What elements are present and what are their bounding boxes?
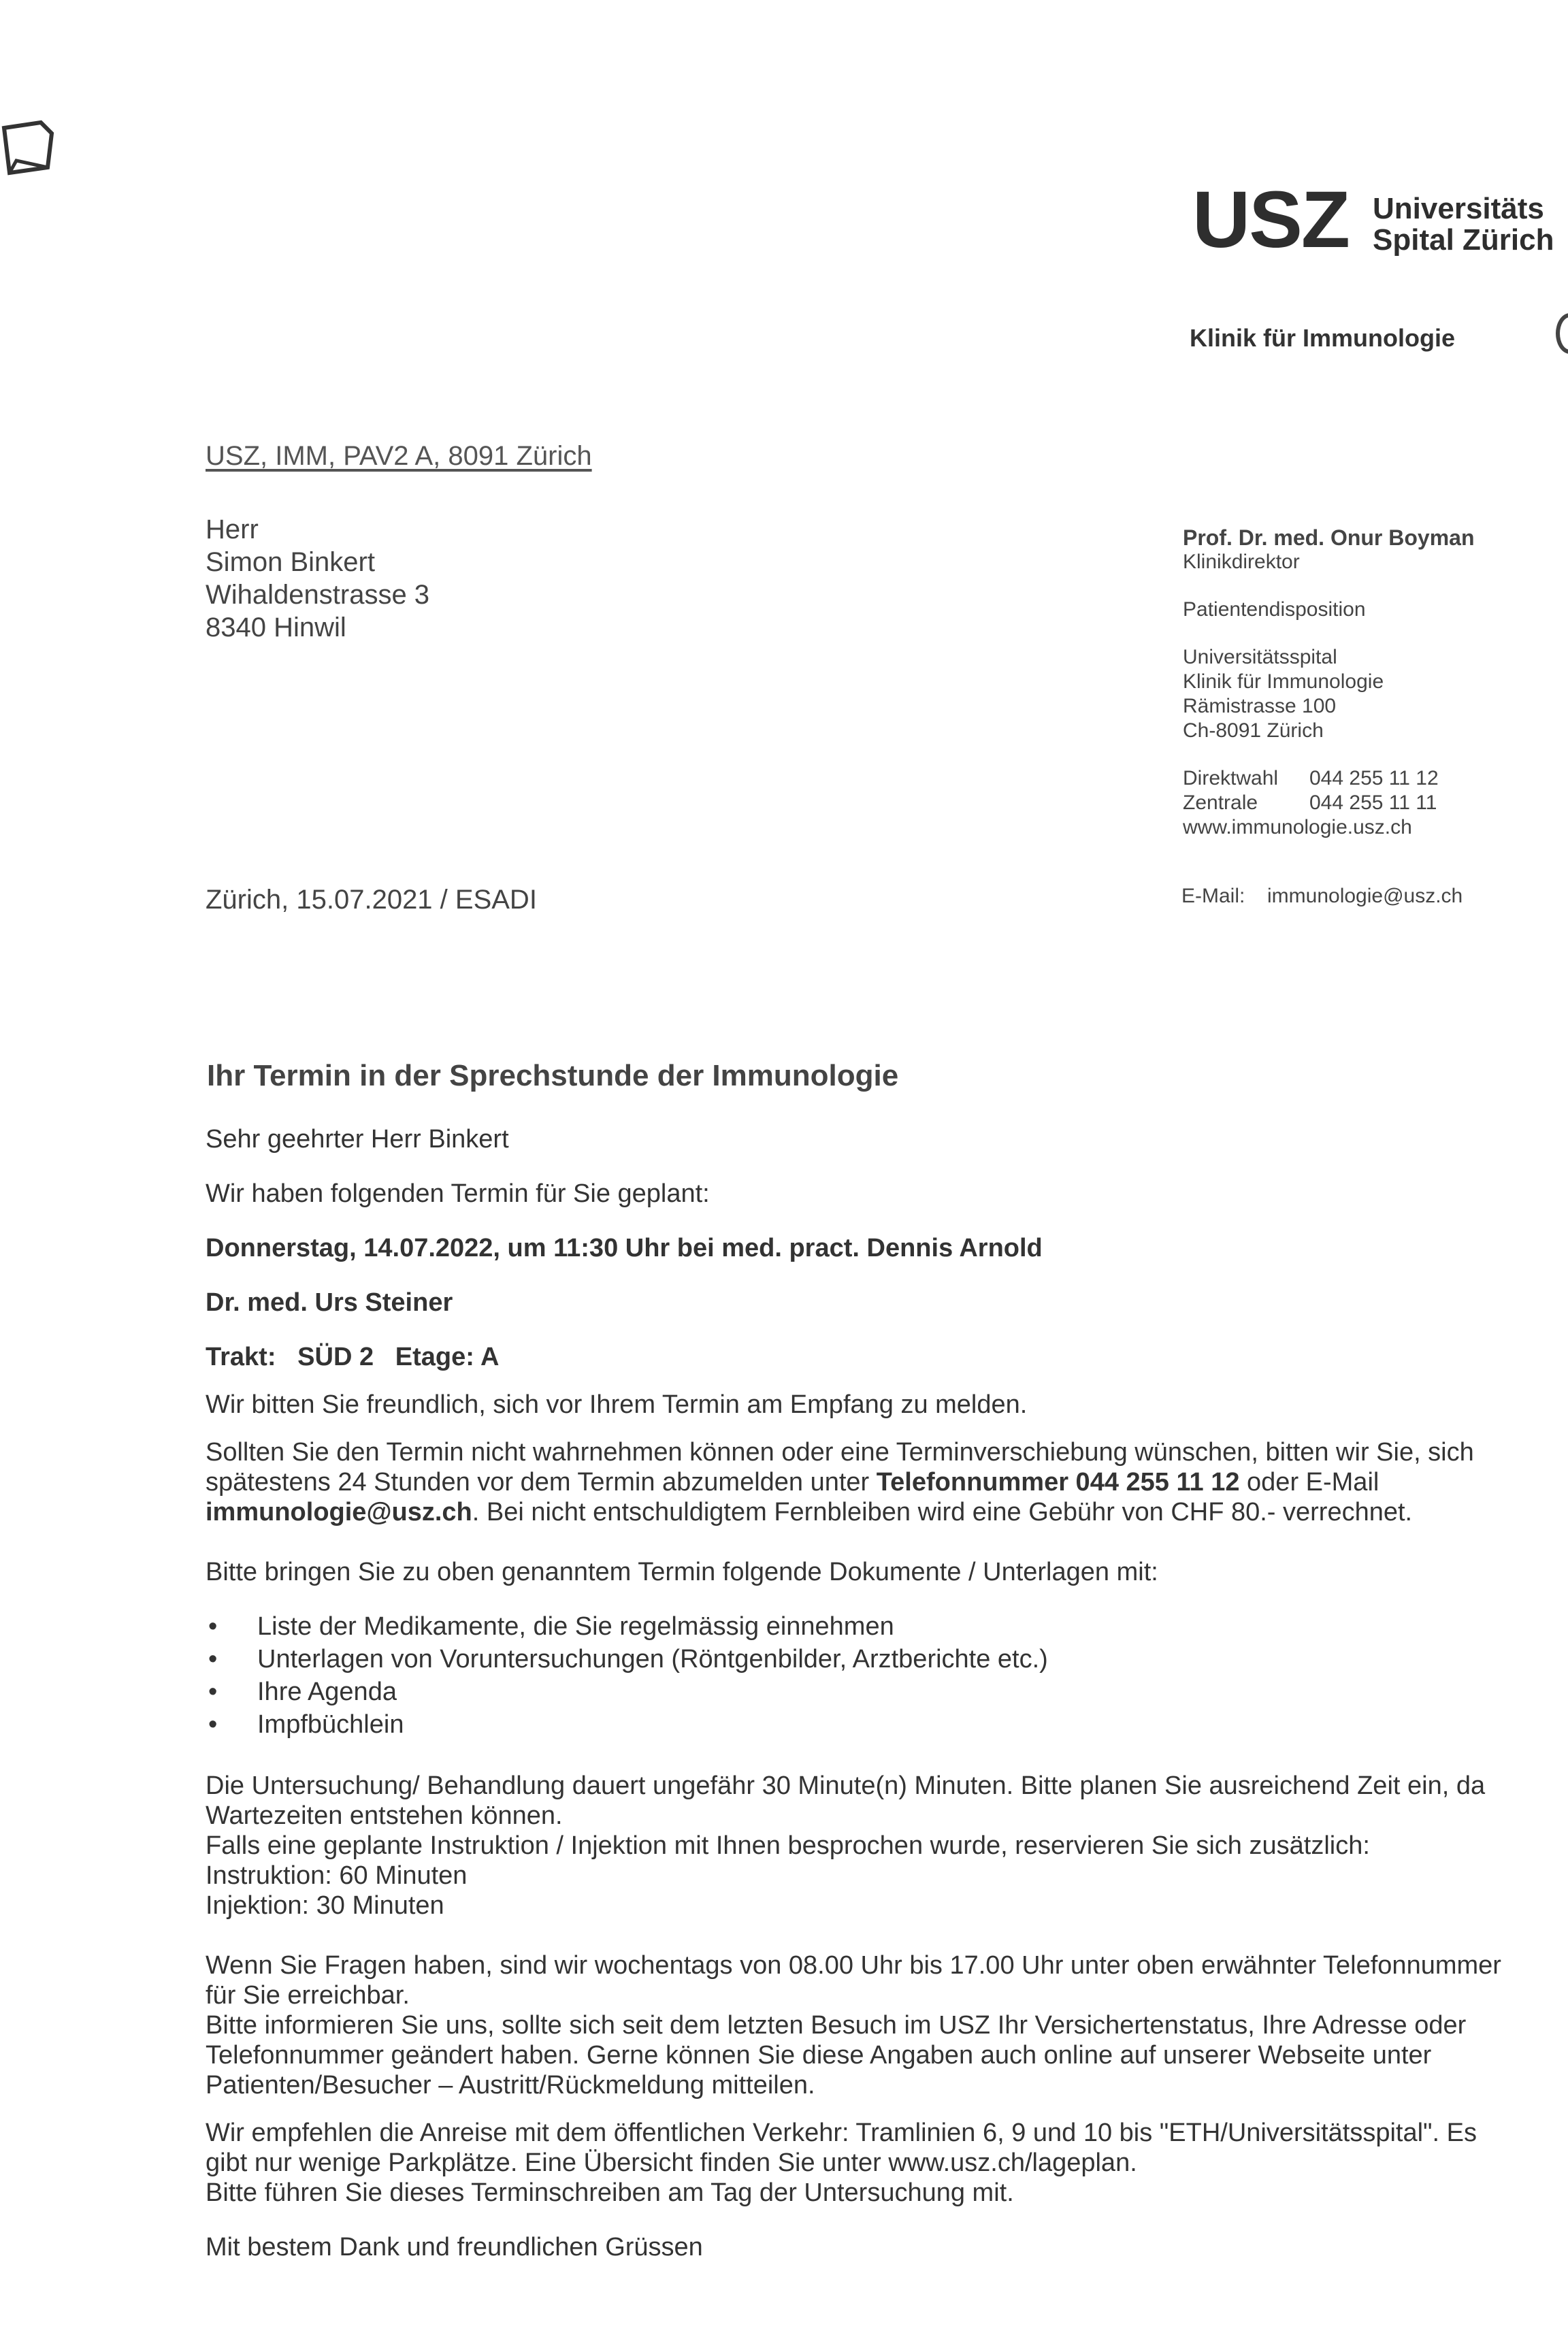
list-item xyxy=(206,1676,1512,1708)
reception-note: Wir bitten Sie freundlich, sich vor Ihrem Termin am Empfang zu melden. xyxy=(206,1390,1028,1419)
travel-note: Wir empfehlen die Anreise mit dem öffentlichen Verkehr: Tramlinien 6, 9 und 10 bis "ETH/Universitätsspital". Es gibt nur wenige Parkplätze. Eine Übersicht finden Sie unter www.usz.ch/lageplan. xyxy=(206,2119,1477,2177)
sender-name: Prof. Dr. med. Onur Boyman xyxy=(1183,525,1475,550)
usz-logo-text xyxy=(1373,193,1554,256)
sender-email-value: immunologie@usz.ch xyxy=(1267,885,1463,907)
sender-department: Patientendisposition xyxy=(1183,598,1366,621)
cancellation-text-1: Sollten Sie den Termin nicht wahrnehmen können oder eine Terminverschiebung wünschen, bitten wir Sie, sich spätestens 24 Stunden vor dem Termin abzumelden unter xyxy=(206,1438,1474,1497)
bullet: • xyxy=(208,1645,218,1673)
direct-phone-label: Direktwahl xyxy=(1183,767,1279,789)
cancellation-text-3: . Bei nicht entschuldigtem Fernbleiben wird eine Gebühr von CHF 80.- verrechnet. xyxy=(472,1498,1413,1526)
logo-line-1: Universitäts xyxy=(1373,192,1544,225)
bullet: • xyxy=(208,1612,218,1641)
appointment-intro: Wir haben folgenden Termin für Sie geplant: xyxy=(206,1179,710,1208)
update-note: Bitte informieren Sie uns, sollte sich seit dem letzten Besuch im USZ Ihr Versichertenstatus, Ihre Adresse oder Telefonnummer geändert haben. Gerne können Sie diese Angaben auch online auf unserer Webseite unter Patienten/Besucher – Austritt/Rückmeldung mitteilen. xyxy=(206,2011,1467,2100)
cancellation-email: immunologie@usz.ch xyxy=(206,1498,472,1526)
instruction-time: Instruktion: 60 Minuten xyxy=(206,1861,468,1890)
cancellation-phone: Telefonnummer 044 255 11 12 xyxy=(876,1468,1240,1497)
sender-role: Klinikdirektor xyxy=(1183,551,1300,573)
sender-block xyxy=(1183,525,1475,840)
letter-date: Zürich, 15.07.2021 / ESADI xyxy=(206,885,537,915)
document-corner-icon xyxy=(0,120,54,177)
recipient-name: Simon Binkert xyxy=(206,547,375,577)
letter-body xyxy=(206,1124,1512,2262)
document-item-text: Unterlagen von Voruntersuchungen (Röntgenbilder, Arztberichte etc.) xyxy=(257,1645,1048,1673)
documents-intro: Bitte bringen Sie zu oben genanntem Termin folgende Dokumente / Unterlagen mit: xyxy=(206,1558,1158,1586)
return-address: USZ, IMM, PAV2 A, 8091 Zürich xyxy=(206,441,592,471)
central-phone-value: 044 255 11 11 xyxy=(1309,791,1437,814)
greeting: Sehr geehrter Herr Binkert xyxy=(206,1125,509,1154)
appointment-doctor: Dr. med. Urs Steiner xyxy=(206,1288,453,1317)
document-item-text: Impfbüchlein xyxy=(257,1710,404,1739)
instruction-intro: Falls eine geplante Instruktion / Injektion mit Ihnen besprochen wurde, reservieren Sie sich zusätzlich: xyxy=(206,1831,1370,1860)
sender-address-line-2: Klinik für Immunologie xyxy=(1183,670,1384,693)
bring-letter-note: Bitte führen Sie dieses Terminschreiben am Tag der Untersuchung mit. xyxy=(206,2178,1014,2207)
letter-subject: Ihr Termin in der Sprechstunde der Immunologie xyxy=(207,1059,899,1092)
sender-email-row xyxy=(1181,885,1463,908)
sender-email-label: E-Mail: xyxy=(1181,885,1245,907)
recipient-city: 8340 Hinwil xyxy=(206,612,346,642)
document-item-text: Liste der Medikamente, die Sie regelmässig einnehmen xyxy=(257,1612,894,1641)
appointment-location: Trakt: SÜD 2 Etage: A xyxy=(206,1343,500,1371)
edge-punch-mark xyxy=(1556,313,1568,354)
clinic-name: Klinik für Immunologie xyxy=(1190,324,1456,352)
cancellation-note xyxy=(206,1437,1512,1527)
bullet: • xyxy=(208,1710,218,1739)
direct-phone-row xyxy=(1183,766,1475,791)
logo-line-2: Spital Zürich xyxy=(1373,223,1554,257)
central-phone-label: Zentrale xyxy=(1183,791,1258,814)
usz-logo-mark: USZ xyxy=(1192,175,1349,265)
recipient-street: Wihaldenstrasse 3 xyxy=(206,580,430,610)
appointment-datetime: Donnerstag, 14.07.2022, um 11:30 Uhr bei med. pract. Dennis Arnold xyxy=(206,1234,1043,1262)
recipient-address xyxy=(206,513,429,644)
questions-note: Wenn Sie Fragen haben, sind wir wochentags von 08.00 Uhr bis 17.00 Uhr unter oben erwähnter Telefonnummer für Sie erreichbar. xyxy=(206,1951,1501,2010)
sender-address-line-3: Rämistrasse 100 xyxy=(1183,695,1337,717)
central-phone-row xyxy=(1183,791,1475,815)
sender-website: www.immunologie.usz.ch xyxy=(1183,816,1412,838)
documents-list xyxy=(206,1610,1512,1741)
list-item xyxy=(206,1643,1512,1676)
list-item xyxy=(206,1610,1512,1643)
sender-address-line-1: Universitätsspital xyxy=(1183,646,1337,668)
document-item-text: Ihre Agenda xyxy=(257,1678,397,1706)
list-item xyxy=(206,1708,1512,1741)
duration-note: Die Untersuchung/ Behandlung dauert ungefähr 30 Minute(n) Minuten. Bitte planen Sie ausreichend Zeit ein, da Wartezeiten entstehen können. xyxy=(206,1771,1486,1830)
bullet: • xyxy=(208,1678,218,1706)
cancellation-text-2: oder E-Mail xyxy=(1239,1468,1379,1497)
injection-time: Injektion: 30 Minuten xyxy=(206,1891,444,1920)
recipient-salutation: Herr xyxy=(206,514,259,544)
sender-address-line-4: Ch-8091 Zürich xyxy=(1183,719,1324,742)
direct-phone-value: 044 255 11 12 xyxy=(1309,767,1439,789)
closing: Mit bestem Dank und freundlichen Grüssen xyxy=(206,2233,703,2261)
